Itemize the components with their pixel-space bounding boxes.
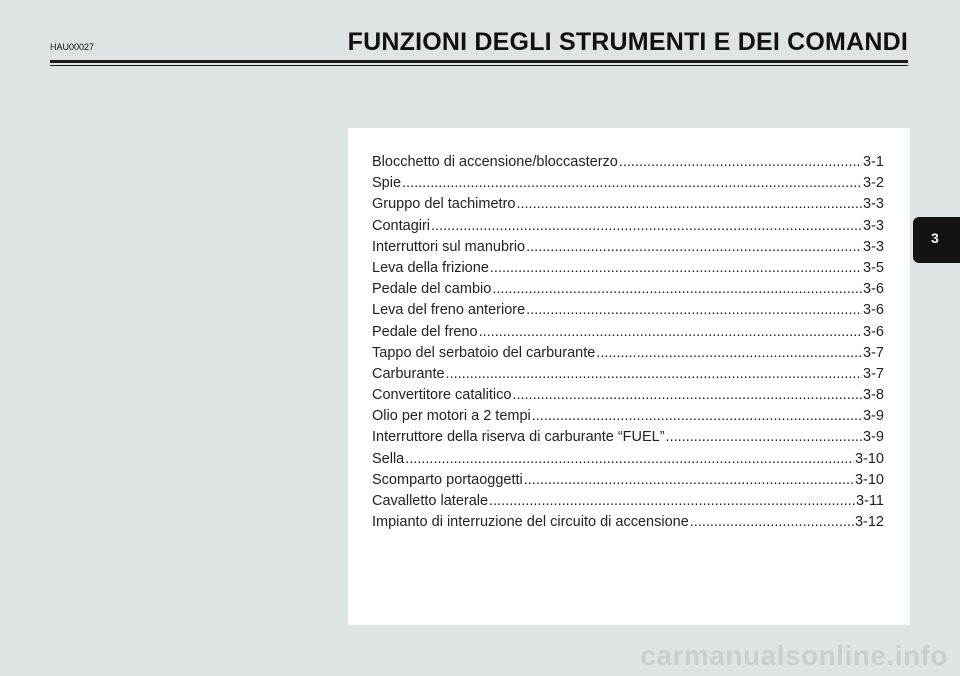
toc-item-page: 3-12 bbox=[854, 514, 884, 531]
toc-item[interactable] bbox=[372, 216, 884, 237]
toc-leader bbox=[405, 449, 854, 470]
toc-item-label: Carburante bbox=[372, 365, 445, 382]
toc-item[interactable] bbox=[372, 279, 884, 300]
title-rule bbox=[50, 60, 908, 63]
toc-item-label: Pedale del freno bbox=[372, 323, 478, 340]
toc-item[interactable] bbox=[372, 427, 884, 448]
toc-item-page: 3-6 bbox=[863, 302, 884, 319]
toc-item-label: Interruttore della riserva di carburante “FUEL” bbox=[372, 429, 665, 446]
toc-item-label: Spie bbox=[372, 175, 402, 192]
toc-leader bbox=[402, 173, 862, 194]
toc-item-label: Leva della frizione bbox=[372, 259, 489, 276]
toc-leader bbox=[492, 279, 862, 300]
toc-item-page: 3-10 bbox=[854, 471, 884, 488]
page-title: FUNZIONI DEGLI STRUMENTI E DEI COMANDI bbox=[347, 28, 908, 56]
toc-item-label: Tappo del serbatoio del carburante bbox=[372, 344, 596, 361]
toc-item-page: 3-1 bbox=[863, 154, 884, 170]
toc-item[interactable] bbox=[372, 258, 884, 279]
toc-item-page: 3-8 bbox=[863, 387, 884, 404]
toc-item-page: 3-9 bbox=[863, 408, 884, 425]
toc-panel bbox=[348, 128, 910, 625]
toc-item[interactable] bbox=[372, 343, 884, 364]
toc-leader bbox=[690, 512, 854, 533]
toc-item-page: 3-3 bbox=[863, 196, 884, 213]
toc-item-label: Pedale del cambio bbox=[372, 281, 492, 298]
toc-item[interactable] bbox=[372, 449, 884, 470]
toc-item[interactable] bbox=[372, 194, 884, 215]
toc-item-label: Sella bbox=[372, 450, 405, 467]
toc-item[interactable] bbox=[372, 406, 884, 427]
document-code: HAU00027 bbox=[50, 42, 95, 52]
toc-item-page: 3-10 bbox=[854, 450, 884, 467]
toc-item[interactable] bbox=[372, 173, 884, 194]
toc-item-page: 3-6 bbox=[863, 323, 884, 340]
toc-leader bbox=[532, 406, 862, 427]
toc-leader bbox=[526, 300, 862, 321]
toc-item-label: Scomparto portaoggetti bbox=[372, 471, 523, 488]
toc-item-label: Impianto di interruzione del circuito di accensione bbox=[372, 514, 689, 531]
toc-item[interactable] bbox=[372, 385, 884, 406]
toc-leader bbox=[516, 194, 862, 215]
toc-item-page: 3-11 bbox=[856, 493, 884, 509]
toc-item-label: Contagiri bbox=[372, 217, 431, 234]
toc-leader bbox=[446, 364, 862, 385]
table-of-contents bbox=[372, 152, 884, 533]
toc-leader bbox=[490, 258, 862, 279]
toc-item-label: Cavalletto laterale bbox=[372, 493, 489, 509]
toc-leader bbox=[512, 385, 862, 406]
toc-item[interactable] bbox=[372, 237, 884, 258]
toc-leader bbox=[431, 216, 862, 237]
toc-leader bbox=[489, 491, 855, 512]
toc-item-page: 3-2 bbox=[863, 175, 884, 192]
toc-item-label: Leva del freno anteriore bbox=[372, 302, 526, 319]
toc-item-label: Olio per motori a 2 tempi bbox=[372, 408, 531, 425]
toc-item-page: 3-7 bbox=[863, 365, 884, 382]
toc-item-label: Convertitore catalitico bbox=[372, 387, 512, 404]
watermark: carmanualsonline.info bbox=[640, 640, 948, 671]
toc-item[interactable] bbox=[372, 300, 884, 321]
toc-item-page: 3-6 bbox=[863, 281, 884, 298]
toc-leader bbox=[524, 470, 854, 491]
toc-item[interactable] bbox=[372, 152, 884, 173]
chapter-tab-number: 3 bbox=[931, 230, 939, 246]
toc-item[interactable] bbox=[372, 512, 884, 533]
toc-item[interactable] bbox=[372, 491, 884, 512]
title-rule-thin bbox=[50, 65, 908, 66]
toc-leader bbox=[596, 343, 862, 364]
chapter-tab[interactable] bbox=[913, 217, 960, 263]
toc-item[interactable] bbox=[372, 322, 884, 343]
toc-item-label: Blocchetto di accensione/bloccasterzo bbox=[372, 154, 618, 170]
toc-item[interactable] bbox=[372, 470, 884, 491]
toc-item-label: Interruttori sul manubrio bbox=[372, 238, 526, 255]
toc-leader bbox=[526, 237, 862, 258]
toc-item-label: Gruppo del tachimetro bbox=[372, 196, 516, 213]
toc-item-page: 3-3 bbox=[863, 238, 884, 255]
toc-item-page: 3-5 bbox=[863, 259, 884, 276]
toc-leader bbox=[619, 152, 862, 173]
toc-item-page: 3-3 bbox=[863, 217, 884, 234]
toc-item-page: 3-9 bbox=[863, 429, 884, 446]
toc-leader bbox=[479, 322, 862, 343]
toc-leader bbox=[666, 427, 862, 448]
toc-item[interactable] bbox=[372, 364, 884, 385]
toc-item-page: 3-7 bbox=[863, 344, 884, 361]
